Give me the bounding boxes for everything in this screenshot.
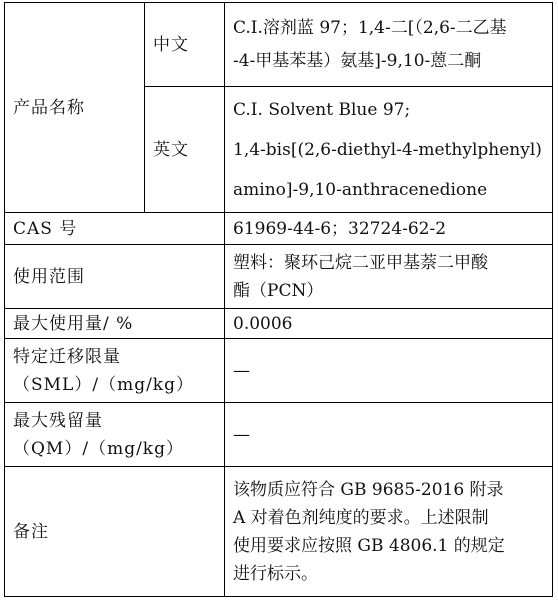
row-cas bbox=[5, 213, 553, 245]
scope-line: 酯（PCN） bbox=[233, 280, 324, 301]
chinese-label: 中文 bbox=[145, 3, 225, 87]
scope-value bbox=[225, 245, 553, 309]
qm-label bbox=[5, 403, 225, 467]
row-sml bbox=[5, 339, 553, 403]
row-max-use bbox=[5, 309, 553, 339]
remarks-value bbox=[225, 467, 553, 597]
row-qm bbox=[5, 403, 553, 467]
scope-line: 塑料：聚环己烷二亚甲基萘二甲酸 bbox=[233, 252, 488, 273]
remarks-line: A 对着色剂纯度的要求。上述限制 bbox=[233, 507, 489, 528]
row-remarks bbox=[5, 467, 553, 597]
chinese-name-line: -4-甲基苯基）氨基]-9,10-蒽二酮 bbox=[233, 50, 482, 71]
row-scope bbox=[5, 245, 553, 309]
product-name-label: 产品名称 bbox=[5, 3, 145, 213]
remarks-label: 备注 bbox=[5, 467, 225, 597]
row-chinese-name bbox=[5, 3, 553, 87]
cas-value: 61969-44-6；32724-62-2 bbox=[225, 213, 553, 245]
sml-value: — bbox=[225, 339, 553, 403]
english-name-line: 1,4-bis[(2,6-diethyl-4-methylphenyl) bbox=[233, 139, 542, 160]
qm-label-line: 最大残留量 bbox=[13, 410, 103, 431]
substance-spec-table bbox=[4, 2, 553, 597]
max-use-value: 0.0006 bbox=[225, 309, 553, 339]
english-label: 英文 bbox=[145, 87, 225, 213]
qm-value: — bbox=[225, 403, 553, 467]
sml-label-line: 特定迁移限量 bbox=[13, 346, 121, 367]
sml-label bbox=[5, 339, 225, 403]
chinese-name-value bbox=[225, 3, 553, 87]
remarks-line: 进行标示。 bbox=[233, 563, 318, 584]
scope-label: 使用范围 bbox=[5, 245, 225, 309]
chinese-name-line: C.I.溶剂蓝 97；1,4-二[（2,6-二乙基 bbox=[233, 17, 507, 38]
sml-label-line: （SML）/（mg/kg） bbox=[13, 374, 194, 395]
english-name-value bbox=[225, 87, 553, 213]
english-name-line: amino]-9,10-anthracenedione bbox=[233, 179, 488, 200]
english-name-line: C.I. Solvent Blue 97; bbox=[233, 99, 411, 120]
remarks-line: 该物质应符合 GB 9685-2016 附录 bbox=[233, 479, 504, 500]
max-use-label: 最大使用量/ % bbox=[5, 309, 225, 339]
cas-label: CAS 号 bbox=[5, 213, 225, 245]
remarks-line: 使用要求应按照 GB 4806.1 的规定 bbox=[233, 535, 505, 556]
qm-label-line: （QM）/（mg/kg） bbox=[13, 438, 184, 459]
